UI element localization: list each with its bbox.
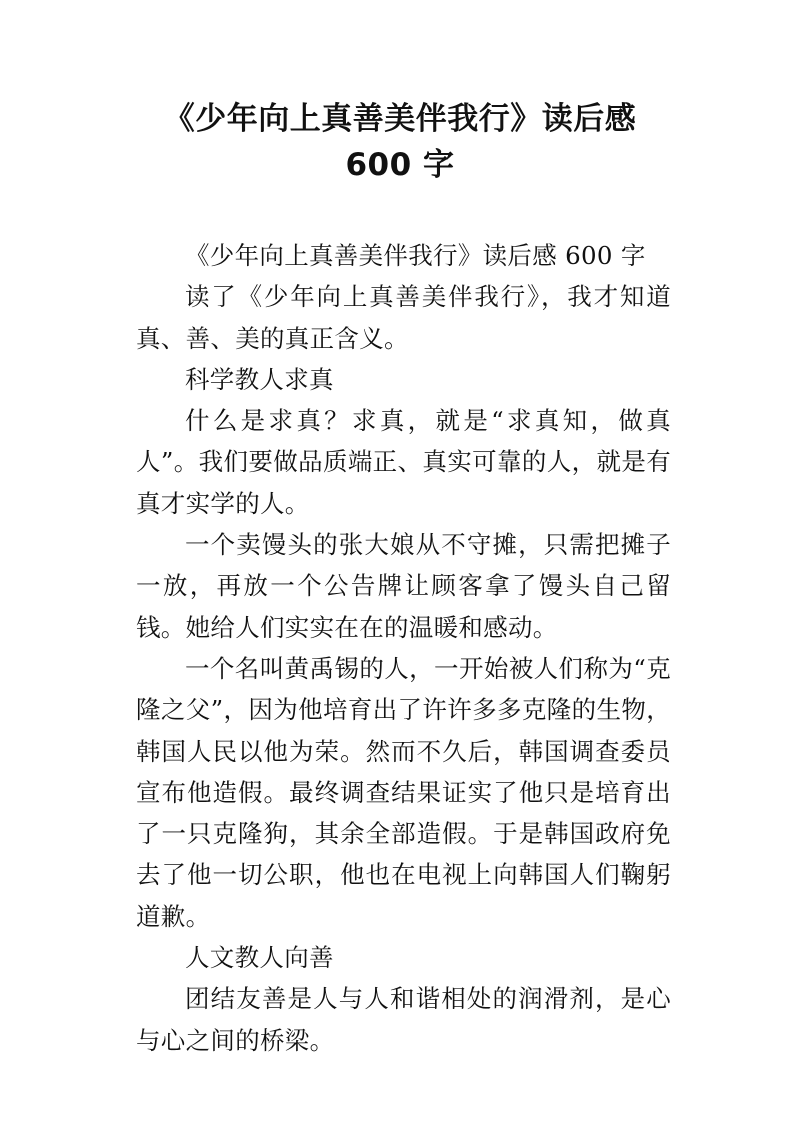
document-title: 《少年向上真善美伴我行》读后感 xyxy=(163,101,637,137)
section-heading: 科学教人求真 xyxy=(185,364,334,394)
document-body xyxy=(136,235,671,1061)
body-paragraph: 一个名叫黄禹锡的人，一开始被人们称为“克隆之父”，因为他培育出了许许多多克隆的生物，韩国人民以他为荣。然而不久后，韩国调查委员宣布他造假。最终调查结果证实了他只是培育出了一只克隆狗，其余全部造假。于是韩国政府免去了他一切公职，他也在电视上向韩国人们鞠躬道歉。 xyxy=(136,653,671,931)
section-heading: 人文教人向善 xyxy=(185,943,334,973)
body-paragraph: 什么是求真？求真，就是“求真知，做真人”。我们要做品质端正、真实可靠的人，就是有真才实学的人。 xyxy=(136,406,671,518)
body-paragraph: 团结友善是人与人和谐相处的润滑剂，是心与心之间的桥梁。 xyxy=(136,984,671,1055)
body-paragraph: 《少年向上真善美伴我行》读后感 600 字 xyxy=(185,241,646,270)
body-paragraph: 读了《少年向上真善美伴我行》，我才知道真、善、美的真正含义。 xyxy=(136,282,671,353)
body-paragraph: 一个卖馒头的张大娘从不守摊，只需把摊子一放，再放一个公告牌让顾客拿了馒头自己留钱。她给人们实实在在的温暖和感动。 xyxy=(136,530,671,642)
document-title-subline: 600 字 xyxy=(345,147,455,183)
